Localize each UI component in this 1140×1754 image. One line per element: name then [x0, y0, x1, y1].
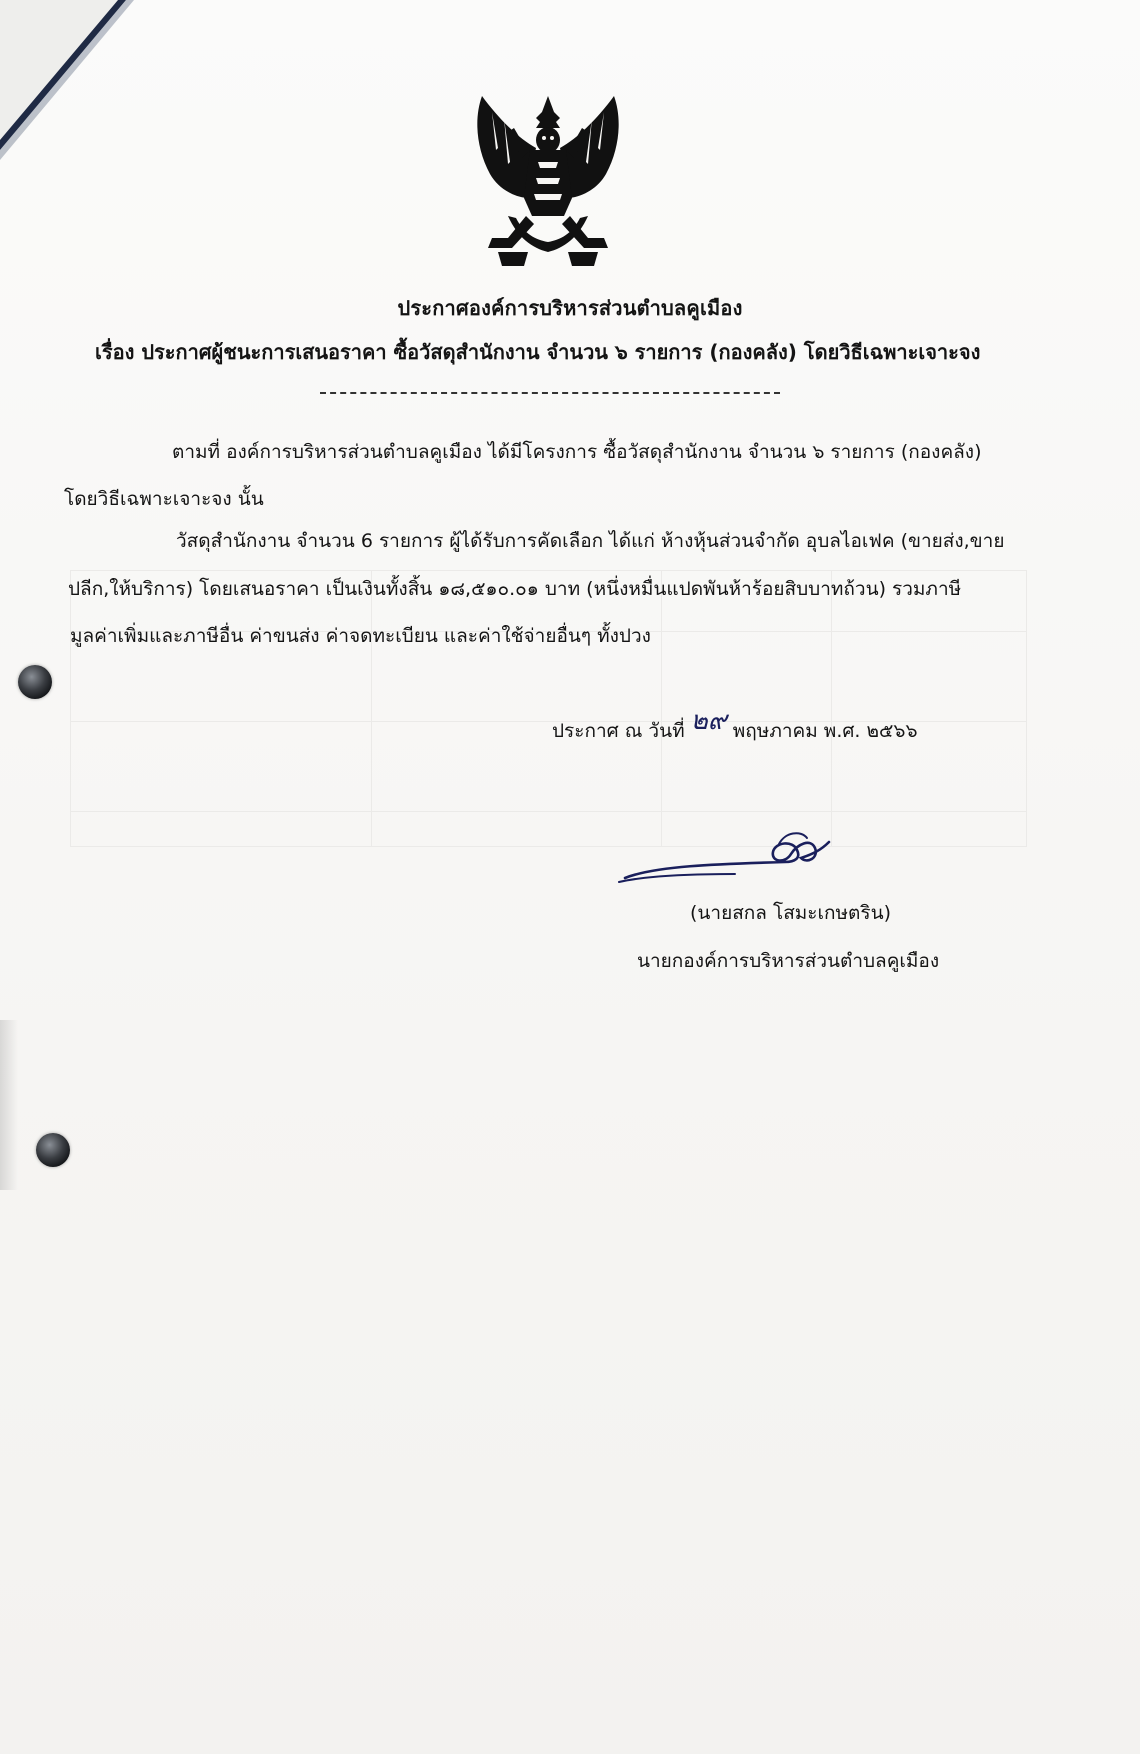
punch-hole — [36, 1133, 70, 1167]
punch-hole — [18, 665, 52, 699]
signer-name: (นายสกล โสมะเกษตริน) — [690, 902, 891, 924]
paragraph-1-line-2: โดยวิธีเฉพาะเจาะจง นั้น — [64, 488, 264, 510]
folded-corner — [0, 0, 150, 160]
handwritten-signature — [615, 818, 845, 908]
date-prefix: ประกาศ ณ วันที่ — [552, 720, 685, 742]
announcement-subject: เรื่อง ประกาศผู้ชนะการเสนอราคา ซื้อวัสดุสำนักงาน จำนวน ๖ รายการ (กองคลัง) โดยวิธีเฉพาะเจาะจง — [95, 340, 981, 364]
paragraph-1-line-1: ตามที่ องค์การบริหารส่วนตำบลคูเมือง ได้มีโครงการ ซื้อวัสดุสำนักงาน จำนวน ๖ รายการ (กองคลัง) — [172, 441, 982, 463]
paragraph-2-line-1: วัสดุสำนักงาน จำนวน 6 รายการ ผู้ได้รับการคัดเลือก ได้แก่ ห้างหุ้นส่วนจำกัด อุบลไอเฟค (ขายส่ง,ขาย — [176, 530, 1005, 552]
announcement-org-title: ประกาศองค์การบริหารส่วนตำบลคูเมือง — [397, 296, 743, 320]
date-month-year: พฤษภาคม พ.ศ. ๒๕๖๖ — [732, 720, 918, 742]
announcement-date — [552, 708, 918, 749]
garuda-emblem-icon — [468, 88, 628, 278]
date-day-handwritten: ๒๙ — [690, 706, 727, 736]
paragraph-2-line-3: มูลค่าเพิ่มและภาษีอื่น ค่าขนส่ง ค่าจดทะเบียน และค่าใช้จ่ายอื่นๆ ทั้งปวง — [70, 625, 651, 647]
title-divider — [320, 392, 780, 394]
paragraph-2-line-2: ปลีก,ให้บริการ) โดยเสนอราคา เป็นเงินทั้งสิ้น ๑๘,๕๑๐.๐๑ บาท (หนึ่งหมื่นแปดพันห้าร้อยสิบบาทถ้วน) รวมภาษี — [68, 578, 962, 600]
signer-position: นายกองค์การบริหารส่วนตำบลคูเมือง — [637, 950, 940, 972]
page-edge-shadow — [0, 1020, 18, 1190]
